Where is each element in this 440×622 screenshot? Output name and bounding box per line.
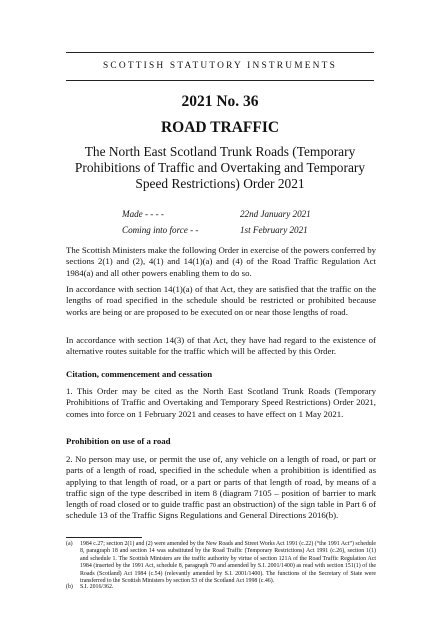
- footnote: [66, 541, 376, 585]
- preamble-paragraph: In accordance with section 14(1)(a) of that Act, they are satisfied that the traffic on the lengths of road specified in the schedule should be restricted or prohibited because works are being or are proposed to be executed on or near those lengths of road.: [66, 284, 376, 317]
- footnote-text: S.I. 2016/362.: [80, 584, 114, 590]
- commencement-label: Coming into force - -: [122, 225, 199, 235]
- preamble-paragraph: In accordance with section 14(3) of that Act, they have had regard to the existence of alternative routes suitable for the traffic which will be affected by this Order.: [66, 335, 376, 357]
- footnote-mark: (b): [66, 584, 73, 590]
- made-date: 22nd January 2021: [240, 209, 311, 219]
- series-heading: SCOTTISH STATUTORY INSTRUMENTS: [102, 61, 337, 71]
- footnote-mark: (a): [66, 541, 73, 547]
- top-rule: [66, 52, 374, 53]
- section-heading: Citation, commencement and cessation: [66, 369, 213, 379]
- series-rule: [66, 80, 374, 81]
- article-paragraph: 2. No person may use, or permit the use of, any vehicle on a length of road, or part or parts of a length of road, specified in the schedule when a prohibition is identified as applying to that length of road, or a part or parts of that length of road, by means of a traffic sign of the type described in item 8 (diagram 7105 – position of barrier to mark length of road closed or to guide traffic past an obstruction) of the sign table in Part 6 of schedule 13 of the Traffic Signs Regulations and General Directions 2016(b).: [66, 454, 376, 521]
- instrument-number: 2021 No. 36: [181, 93, 259, 110]
- article-paragraph: 1. This Order may be cited as the North East Scotland Trunk Roads (Temporary Prohibitions of Traffic and Overtaking and Temporary Speed Restrictions) Order 2021, comes into force on 1 February 2021 and ceases to have effect on 1 May 2021.: [66, 386, 376, 419]
- section-heading: Prohibition on use of a road: [66, 436, 171, 446]
- subject-heading: ROAD TRAFFIC: [160, 119, 280, 136]
- footnote-text: 1984 c.27; section 2(1) and (2) were amended by the New Roads and Street Works Act 1991 (c.22) (“the 1991 Act”) schedule 8, paragraph 18 and section 14 was substituted by the Road Traffic (Temporary Restrictions) Act 1991 (c.26), section 1(1) and schedule 1. The Scottish Ministers are the traffic authority by virtue of section 121A of the Road Traffic Regulation Act 1984 (inserted by the 1991 Act, schedule 8, paragraph 70 and amended by S.I. 2001/1400) as read with section 151(1) of the Roads (Scotland) Act 1984 (c.54) (relevantly amended by S.I. 2001/1400). The functions of the Secretary of State were transferred to the Scottish Ministers by section 53 of the Scotland Act 1998 (c.46).: [80, 541, 376, 585]
- commencement-date: 1st February 2021: [240, 225, 308, 235]
- made-label: Made - - - -: [122, 209, 164, 219]
- preamble-paragraph: The Scottish Ministers make the following Order in exercise of the powers conferred by sections 2(1) and (2), 4(1) and 14(1)(a) and (4) of the Road Traffic Regulation Act 1984(a) and all other powers enabling them to do so.: [66, 245, 376, 278]
- order-title: The North East Scotland Trunk Roads (Temporary Prohibitions of Traffic and Overtaking and Temporary Speed Restrictions) Order 2021: [74, 144, 366, 191]
- footnote: [66, 584, 376, 591]
- footnote-divider: [66, 537, 142, 538]
